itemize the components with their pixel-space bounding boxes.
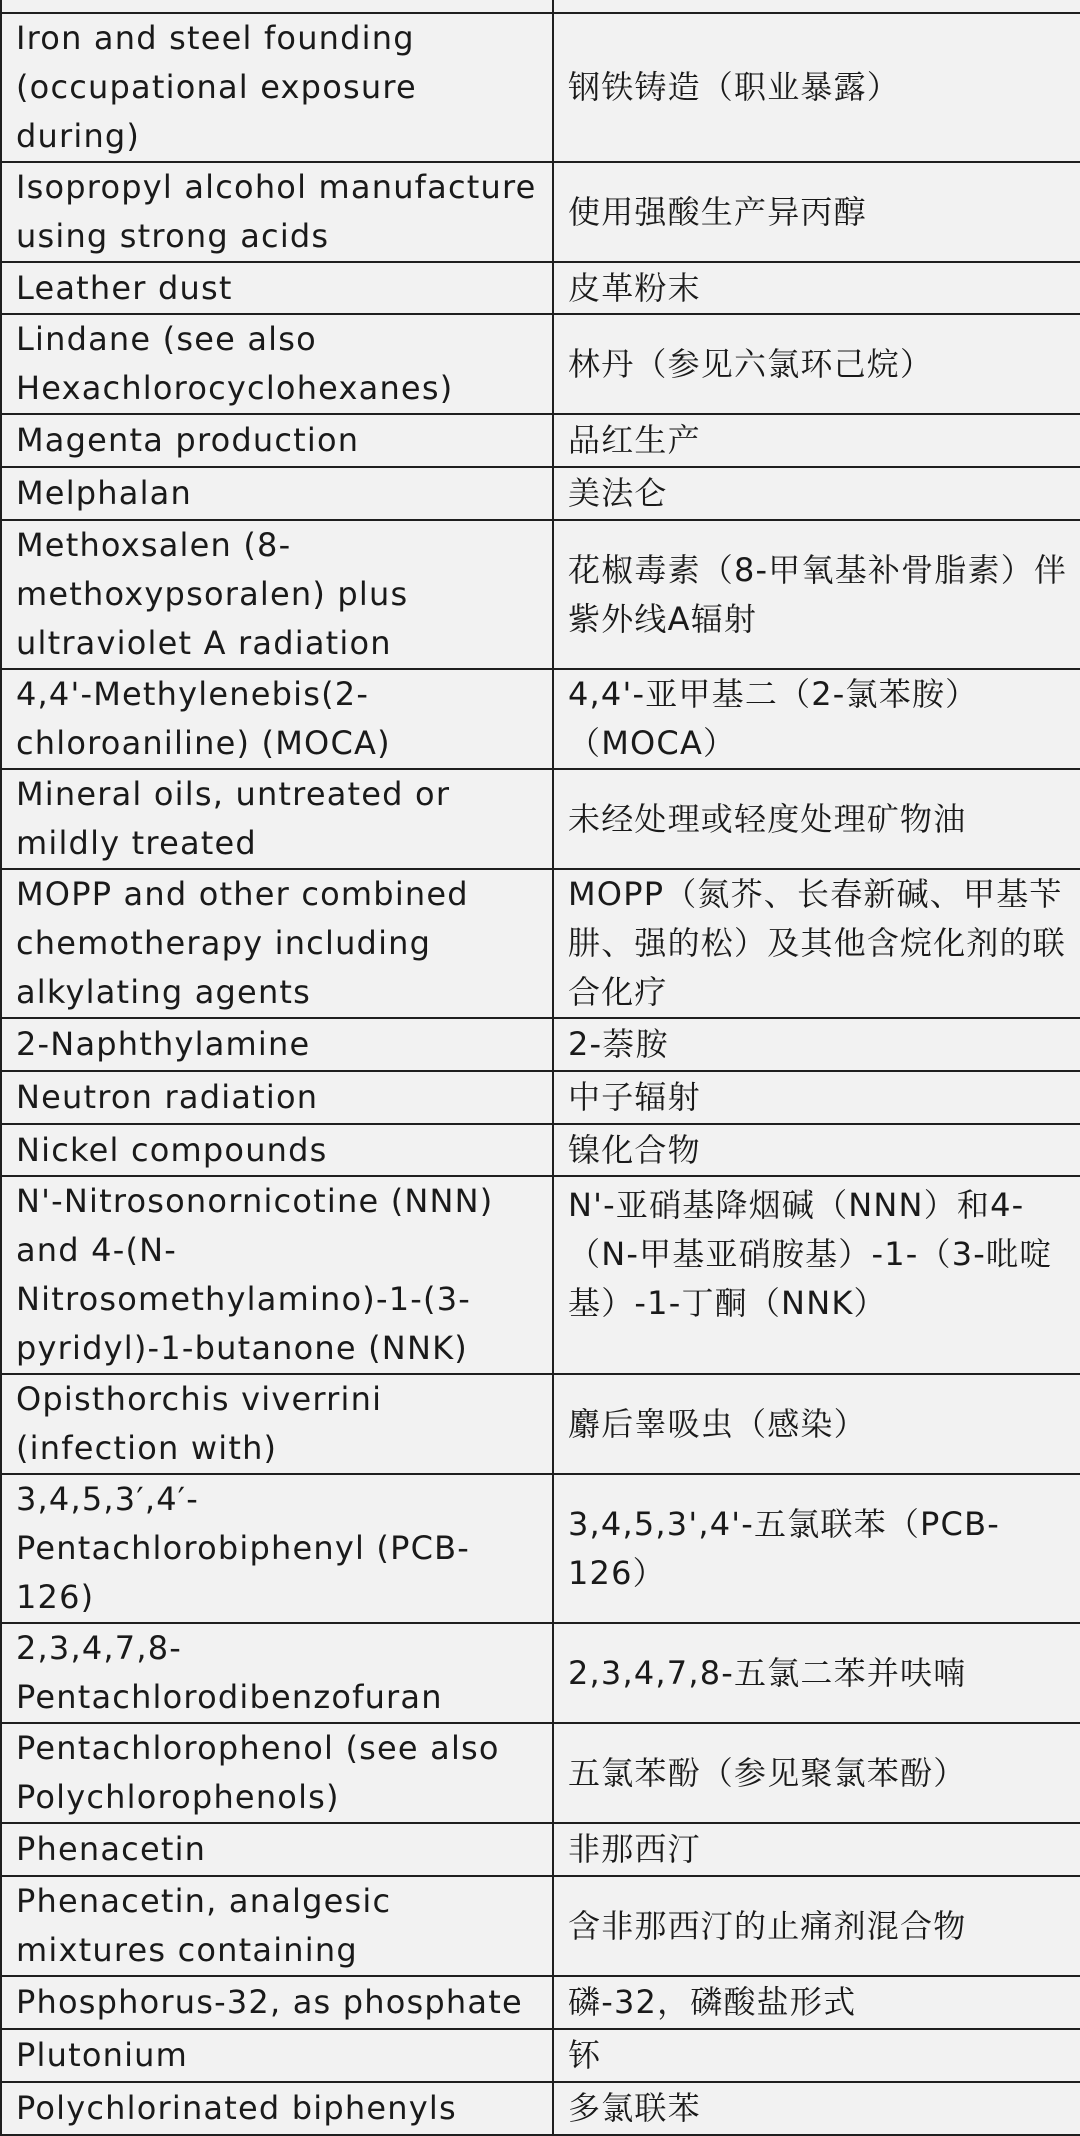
cell-english: Phenacetin, analgesic mixtures containing: [1, 1876, 553, 1976]
cell-english: Phenacetin: [1, 1823, 553, 1876]
table-row: [1, 2082, 1080, 2135]
table-row: [1, 1823, 1080, 1876]
table-row: [1, 162, 1080, 262]
cell-chinese: 五氯苯酚（参见聚氯苯酚）: [553, 1723, 1080, 1823]
cell-english: Iron and steel founding (occupational exposure during): [1, 13, 553, 162]
cell-chinese: 非那西汀: [553, 1823, 1080, 1876]
cell-english: Methoxsalen (8-methoxypsoralen) plus ultraviolet A radiation: [1, 520, 553, 669]
cell-english: [1, 0, 553, 13]
cell-chinese: 使用强酸生产异丙醇: [553, 162, 1080, 262]
cell-chinese: 中子辐射: [553, 1071, 1080, 1124]
table-row: [1, 467, 1080, 520]
cell-english: 2-Naphthylamine: [1, 1018, 553, 1071]
cell-chinese: 2,3,4,7,8-五氯二苯并呋喃: [553, 1623, 1080, 1723]
cell-english: Pentachlorophenol (see also Polychlorophenols): [1, 1723, 553, 1823]
table-row: [1, 1176, 1080, 1374]
cell-chinese: [553, 0, 1080, 13]
cell-english: N'-Nitrosonornicotine (NNN) and 4-(N-Nitrosomethylamino)-1-(3-pyridyl)-1-butanone (NNK): [1, 1176, 553, 1374]
cell-english: Plutonium: [1, 2029, 553, 2082]
table-row: [1, 520, 1080, 669]
cell-chinese: 磷-32，磷酸盐形式: [553, 1976, 1080, 2029]
cell-chinese: 镍化合物: [553, 1124, 1080, 1176]
cell-english: Opisthorchis viverrini (infection with): [1, 1374, 553, 1474]
cell-english: Leather dust: [1, 262, 553, 314]
cell-chinese: 钚: [553, 2029, 1080, 2082]
cell-chinese: 钢铁铸造（职业暴露）: [553, 13, 1080, 162]
table-row: [1, 769, 1080, 869]
table-row: [1, 314, 1080, 414]
cell-chinese: 皮革粉末: [553, 262, 1080, 314]
cell-english: 2,3,4,7,8-Pentachlorodibenzofuran: [1, 1623, 553, 1723]
table-row: [1, 1723, 1080, 1823]
cell-chinese: 4,4'-亚甲基二（2-氯苯胺）（MOCA）: [553, 669, 1080, 769]
cell-chinese: 美法仑: [553, 467, 1080, 520]
table-row: [1, 1474, 1080, 1623]
cell-english: Melphalan: [1, 467, 553, 520]
cell-chinese: 林丹（参见六氯环己烷）: [553, 314, 1080, 414]
cell-english: Magenta production: [1, 414, 553, 467]
table-row: [1, 1374, 1080, 1474]
cell-chinese: 含非那西汀的止痛剂混合物: [553, 1876, 1080, 1976]
table-row: [1, 262, 1080, 314]
table-row: [1, 13, 1080, 162]
cell-chinese: 麝后睾吸虫（感染）: [553, 1374, 1080, 1474]
cell-english: Neutron radiation: [1, 1071, 553, 1124]
table-row: [1, 1071, 1080, 1124]
cell-english: Lindane (see also Hexachlorocyclohexanes): [1, 314, 553, 414]
cell-english: MOPP and other combined chemotherapy including alkylating agents: [1, 869, 553, 1018]
cell-english: Polychlorinated biphenyls: [1, 2082, 553, 2135]
cell-chinese: N'-亚硝基降烟碱（NNN）和4-（N-甲基亚硝胺基）-1-（3-吡啶基）-1-丁酮（NNK）: [553, 1176, 1080, 1374]
cell-chinese: 未经处理或轻度处理矿物油: [553, 769, 1080, 869]
cell-chinese: MOPP（氮芥、长春新碱、甲基苄肼、强的松）及其他含烷化剂的联合化疗: [553, 869, 1080, 1018]
cell-english: Phosphorus-32, as phosphate: [1, 1976, 553, 2029]
table-row: [1, 1976, 1080, 2029]
cell-chinese: 花椒毒素（8-甲氧基补骨脂素）伴紫外线A辐射: [553, 520, 1080, 669]
table-row: [1, 1623, 1080, 1723]
cell-chinese: 多氯联苯: [553, 2082, 1080, 2135]
table-row: [1, 0, 1080, 13]
cell-english: 3,4,5,3′,4′-Pentachlorobiphenyl (PCB-126): [1, 1474, 553, 1623]
table-row: [1, 2029, 1080, 2082]
table-row: [1, 1124, 1080, 1176]
table-row: [1, 1018, 1080, 1071]
cell-chinese: 品红生产: [553, 414, 1080, 467]
table-row: [1, 414, 1080, 467]
table-row: [1, 1876, 1080, 1976]
cell-english: 4,4'-Methylenebis(2-chloroaniline) (MOCA): [1, 669, 553, 769]
cell-english: Mineral oils, untreated or mildly treated: [1, 769, 553, 869]
cell-chinese: 3,4,5,3',4'-五氯联苯（PCB-126）: [553, 1474, 1080, 1623]
cell-english: Isopropyl alcohol manufacture using strong acids: [1, 162, 553, 262]
cell-chinese: 2-萘胺: [553, 1018, 1080, 1071]
cell-english: Nickel compounds: [1, 1124, 553, 1176]
table-row: [1, 869, 1080, 1018]
table-row: [1, 669, 1080, 769]
